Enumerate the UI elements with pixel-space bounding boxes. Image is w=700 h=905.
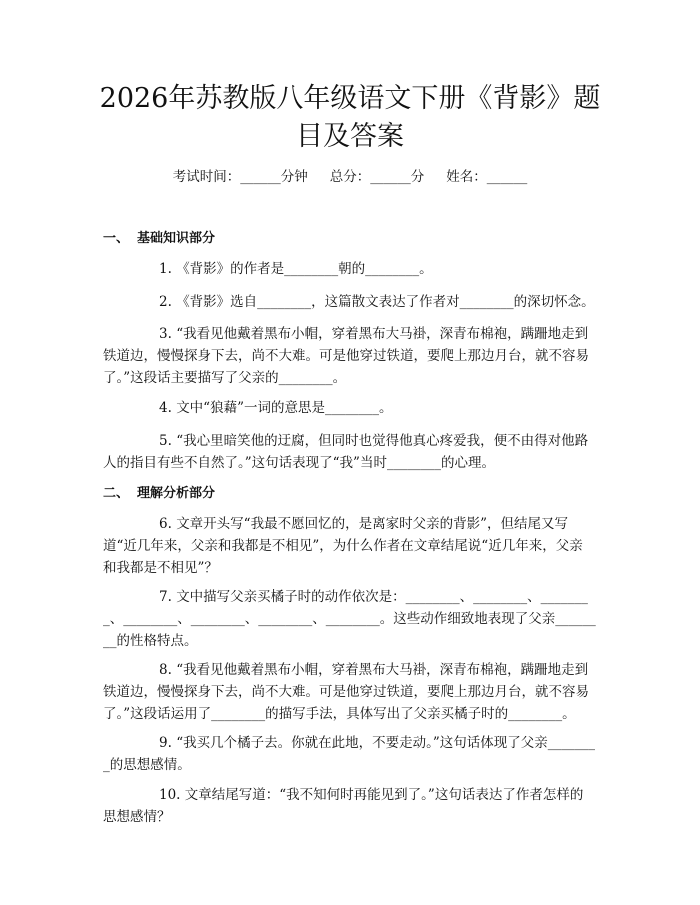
question-text: 《背影》选自________，这篇散文表达了作者对________的深切怀念。	[176, 294, 595, 310]
question-8	[103, 659, 596, 725]
section-label: 基础知识部分	[137, 231, 216, 246]
question-number: 10.	[159, 787, 181, 803]
question-number: 9.	[159, 735, 172, 751]
exam-time-field: 考试时间：______分钟	[172, 169, 308, 185]
exam-info-line	[0, 167, 700, 187]
question-text: “我买几个橘子去。你就在此地，不要走动。”这句话体现了父亲________的思想感情。	[103, 735, 595, 773]
page-title: 2026年苏教版八年级语文下册《背影》题目及答案	[99, 83, 601, 152]
question-text: 《背影》的作者是________朝的________。	[176, 261, 433, 277]
question-3	[103, 323, 596, 389]
question-number: 2.	[159, 294, 172, 310]
section-label: 理解分析部分	[137, 486, 216, 501]
total-score-field: 总分：______分	[329, 169, 425, 185]
question-text: “我心里暗笑他的迂腐，但同时也觉得他真心疼爱我，便不由得对他路人的指目有些不自然了。”这句话表现了“我”当时________的心理。	[103, 433, 589, 471]
question-number: 7.	[159, 589, 172, 605]
question-text: 文章结尾写道：“我不知何时再能见到了。”这句话表达了作者怎样的思想感情？	[103, 787, 584, 825]
question-2	[103, 291, 596, 313]
section-heading-analysis	[103, 484, 215, 504]
question-number: 4.	[159, 400, 172, 416]
question-text: 文中描写父亲买橘子时的动作依次是：________、________、________、________、________、________、________。这些动作细致地表现了父亲________的性格特点。	[103, 589, 596, 649]
question-number: 5.	[159, 433, 172, 449]
question-text: “我看见他戴着黑布小帽，穿着黑布大马褂，深青布棉袍，蹒跚地走到铁道边，慢慢探身下去，尚不大难。可是他穿过铁道，要爬上那边月台，就不容易了。”这段话主要描写了父亲的________。	[103, 326, 589, 386]
question-10	[103, 784, 596, 828]
question-number: 8.	[159, 662, 172, 678]
question-7	[103, 586, 596, 652]
question-6	[103, 513, 596, 579]
section-heading-basic	[103, 229, 215, 249]
section-number: 二、	[103, 486, 130, 501]
question-number: 3.	[159, 326, 172, 342]
question-1	[103, 258, 596, 280]
question-9	[103, 732, 596, 776]
question-number: 6.	[159, 516, 172, 532]
question-text: 文中“狼藉”一词的意思是________。	[176, 400, 393, 416]
question-number: 1.	[159, 261, 172, 277]
question-4	[103, 397, 596, 419]
question-text: 文章开头写“我最不愿回忆的，是离家时父亲的背影”，但结尾又写道“近几年来，父亲和我都是不相见”，为什么作者在文章结尾说“近几年来，父亲和我都是不相见”？	[103, 516, 583, 576]
question-text: “我看见他戴着黑布小帽，穿着黑布大马褂，深青布棉袍，蹒跚地走到铁道边，慢慢探身下去，尚不大难。可是他穿过铁道，要爬上那边月台，就不容易了。”这段话运用了________的描写手法，具体写出了父亲买橘子时的________。	[103, 662, 589, 722]
section-number: 一、	[103, 231, 130, 246]
question-5	[103, 430, 596, 474]
student-name-field: 姓名：______	[446, 169, 528, 185]
